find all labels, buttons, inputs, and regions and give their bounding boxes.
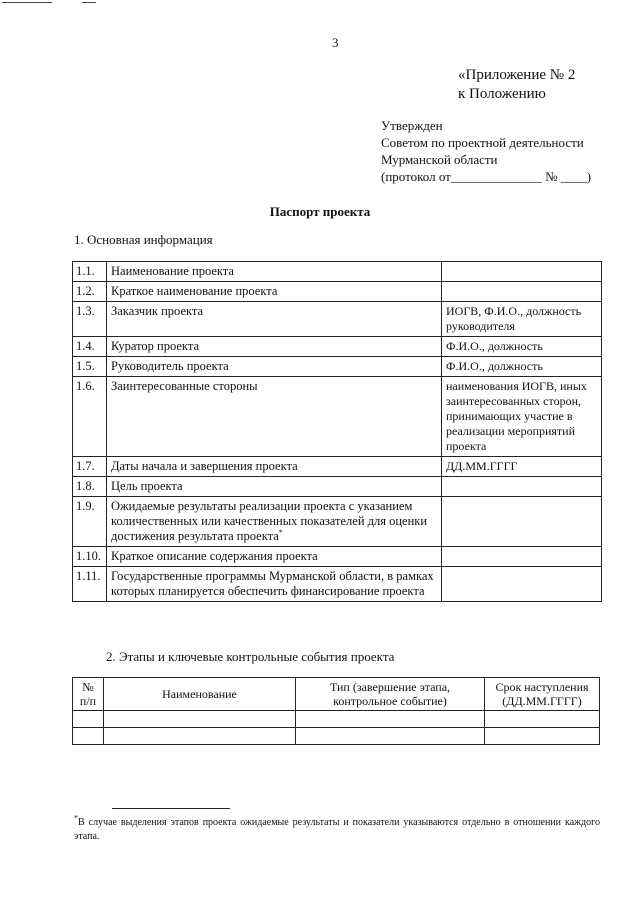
table-row bbox=[73, 567, 602, 602]
section-2-heading: 2. Этапы и ключевые контрольные события проекта bbox=[106, 649, 395, 664]
row-name: Даты начала и завершения проекта bbox=[107, 457, 442, 477]
table-row bbox=[73, 728, 600, 745]
section-1-heading: 1. Основная информация bbox=[74, 232, 213, 247]
row-name: Наименование проекта bbox=[107, 262, 442, 282]
appendix-line: «Приложение № 2 bbox=[458, 67, 576, 83]
col-header-number: № п/п bbox=[73, 678, 104, 711]
col-header-date: Срок наступления (ДД.ММ.ГГГГ) bbox=[485, 678, 600, 711]
table-row bbox=[73, 282, 602, 302]
row-name: Цель проекта bbox=[107, 477, 442, 497]
row-number: 1.1. bbox=[73, 262, 107, 282]
table-row bbox=[73, 262, 602, 282]
col-header-name: Наименование bbox=[104, 678, 296, 711]
table-row bbox=[73, 711, 600, 728]
row-name: Краткое описание содержания проекта bbox=[107, 547, 442, 567]
approval-block bbox=[381, 117, 591, 185]
row-number: 1.8. bbox=[73, 477, 107, 497]
row-number: 1.2. bbox=[73, 282, 107, 302]
row-value bbox=[442, 477, 602, 497]
table-cell bbox=[485, 711, 600, 728]
approval-line: Утвержден bbox=[381, 118, 443, 133]
row-number: 1.10. bbox=[73, 547, 107, 567]
document-title: Паспорт проекта bbox=[269, 204, 371, 219]
row-number: 1.11. bbox=[73, 567, 107, 602]
row-name: Куратор проекта bbox=[107, 337, 442, 357]
row-number: 1.5. bbox=[73, 357, 107, 377]
table-row bbox=[73, 547, 602, 567]
table-cell bbox=[73, 728, 104, 745]
table-header-row bbox=[73, 678, 600, 711]
row-name: Государственные программы Мурманской области, в рамках которых планируется обеспечить финансирование проекта bbox=[107, 567, 442, 602]
table-row bbox=[73, 497, 602, 547]
row-value: наименования ИОГВ, иных заинтересованных сторон, принимающих участие в реализации мероприятий проекта bbox=[442, 377, 602, 457]
footnote-divider bbox=[112, 808, 230, 809]
table-row bbox=[73, 357, 602, 377]
table-cell bbox=[296, 728, 485, 745]
row-value bbox=[442, 262, 602, 282]
table-cell bbox=[73, 711, 104, 728]
footnote-text: В случае выделения этапов проекта ожидаемые результаты и показатели указываются отдельно в отношении каждого этапа. bbox=[74, 817, 600, 842]
table-row bbox=[73, 477, 602, 497]
row-name-text: Ожидаемые результаты реализации проекта с указанием количественных или качественных показателей для оценки достижения результата проекта bbox=[111, 499, 428, 543]
row-value: ИОГВ, Ф.И.О., должность руководителя bbox=[442, 302, 602, 337]
table-cell bbox=[104, 728, 296, 745]
appendix-header bbox=[458, 66, 575, 104]
scan-mark-left bbox=[2, 2, 52, 3]
row-name bbox=[107, 497, 442, 547]
footnote bbox=[74, 813, 600, 844]
approval-line: Советом по проектной деятельности bbox=[381, 135, 584, 150]
row-name: Руководитель проекта bbox=[107, 357, 442, 377]
table-cell bbox=[485, 728, 600, 745]
table-cell bbox=[296, 711, 485, 728]
row-value bbox=[442, 497, 602, 547]
col-header-type: Тип (завершение этапа, контрольное событие) bbox=[296, 678, 485, 711]
table-row bbox=[73, 457, 602, 477]
row-number: 1.9. bbox=[73, 497, 107, 547]
row-name: Краткое наименование проекта bbox=[107, 282, 442, 302]
page-number: 3 bbox=[332, 35, 339, 50]
appendix-line: к Положению bbox=[458, 86, 546, 102]
row-value bbox=[442, 567, 602, 602]
row-name: Заказчик проекта bbox=[107, 302, 442, 337]
row-number: 1.7. bbox=[73, 457, 107, 477]
row-number: 1.3. bbox=[73, 302, 107, 337]
row-name: Заинтересованные стороны bbox=[107, 377, 442, 457]
approval-line: Мурманской области bbox=[381, 152, 498, 167]
milestones-table bbox=[72, 677, 600, 745]
row-number: 1.6. bbox=[73, 377, 107, 457]
row-number: 1.4. bbox=[73, 337, 107, 357]
footnote-marker: * bbox=[74, 813, 78, 823]
table-row bbox=[73, 302, 602, 337]
row-value bbox=[442, 282, 602, 302]
row-value: ДД.ММ.ГГГГ bbox=[442, 457, 602, 477]
footnote-marker: * bbox=[278, 527, 283, 537]
table-row bbox=[73, 377, 602, 457]
table-cell bbox=[104, 711, 296, 728]
approval-line: (протокол от______________ № ____) bbox=[381, 169, 592, 184]
row-value: Ф.И.О., должность bbox=[442, 337, 602, 357]
table-row bbox=[73, 337, 602, 357]
row-value: Ф.И.О., должность bbox=[442, 357, 602, 377]
scan-mark-right bbox=[82, 2, 96, 3]
basic-info-table bbox=[72, 261, 602, 602]
row-value bbox=[442, 547, 602, 567]
